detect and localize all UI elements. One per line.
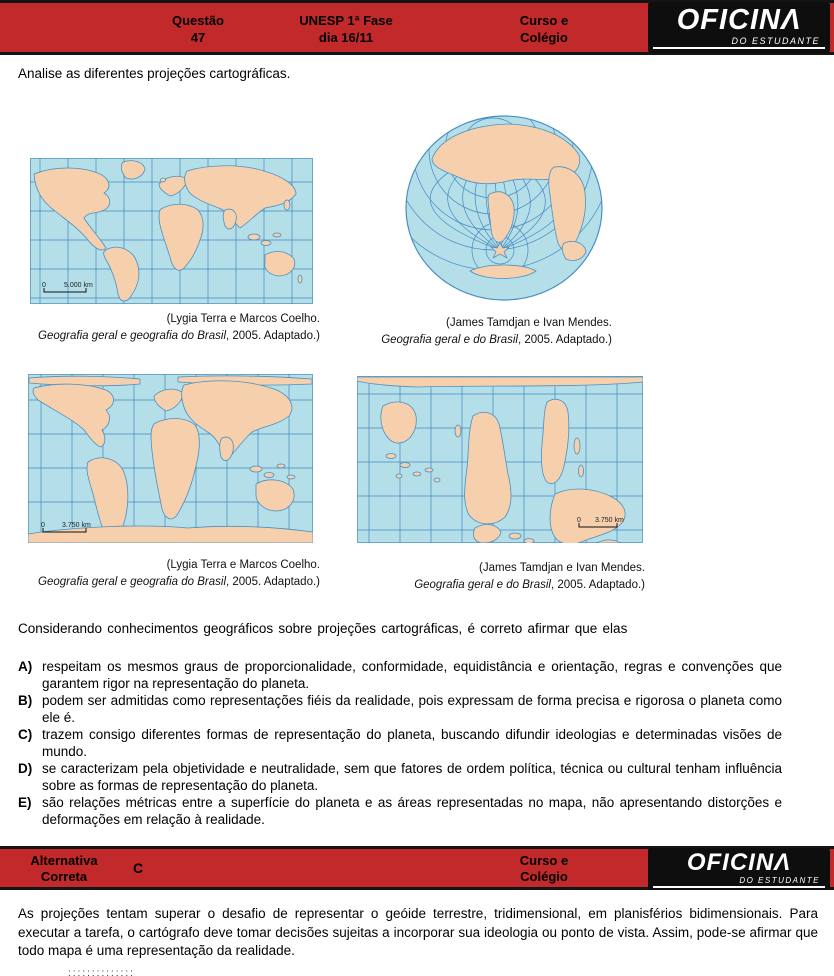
option-a xyxy=(18,658,788,692)
option-b xyxy=(18,692,788,726)
map-inverted xyxy=(357,376,643,543)
question-number-box xyxy=(137,12,259,46)
map-inverted-svg xyxy=(357,376,643,543)
scale-label: 3.750 km xyxy=(595,517,624,524)
logo-wordmark: OFICINΛ xyxy=(686,849,792,876)
question-number: 47 xyxy=(190,30,206,45)
course-box xyxy=(484,12,604,46)
scale-label: 5.000 km xyxy=(64,282,93,289)
answer-label: Correta xyxy=(40,869,88,884)
scale-zero: 0 xyxy=(577,517,581,524)
map-mercator xyxy=(30,158,313,304)
option-text: podem ser admitidas como representações fiéis da realidade, pois expressam de forma precisa e rigorosa o planeta como ele é. xyxy=(42,693,782,725)
map-caption xyxy=(345,560,645,593)
scale-zero: 0 xyxy=(41,522,45,529)
scale-zero: 0 xyxy=(42,282,46,289)
logo-underline xyxy=(653,47,825,49)
intro-text: Analise as diferentes projeções cartográficas. xyxy=(18,66,291,81)
option-e xyxy=(18,794,788,828)
option-letter: B) xyxy=(18,693,33,708)
course-line: Colégio xyxy=(520,30,568,45)
map-peters-svg xyxy=(28,374,313,543)
oficina-logo xyxy=(648,848,830,890)
answer-label: Alternativa xyxy=(30,853,98,868)
logo-wordmark: OFICINΛ xyxy=(676,4,802,36)
map-caption xyxy=(20,557,320,590)
correct-answer-letter: C xyxy=(133,860,144,876)
exam-box xyxy=(266,12,426,46)
option-letter: A) xyxy=(18,659,33,674)
exam-name: UNESP 1ª Fase xyxy=(299,13,393,28)
option-text: respeitam os mesmos graus de proporcionalidade, conformidade, equidistância e orientação, regras e convenções que garantem rigor na representação do planeta. xyxy=(42,659,782,691)
caption-source: Geografia geral e geografia do Brasil, 2005. Adaptado.) xyxy=(38,575,320,588)
option-letter: C) xyxy=(18,727,33,742)
header-bar xyxy=(0,0,834,55)
option-d xyxy=(18,760,788,794)
course-box xyxy=(484,853,604,885)
question-label: Questão xyxy=(171,13,224,28)
option-text: são relações métricas entre a superfície do planeta e as áreas representadas no mapa, não apresentando distorções e deformações em relação à realidade. xyxy=(42,795,782,827)
caption-source: Geografia geral e do Brasil, 2005. Adaptado.) xyxy=(381,333,612,346)
caption-authors: (James Tamdjan e Ivan Mendes. xyxy=(479,562,645,574)
logo-underline xyxy=(653,886,825,888)
caption-source: Geografia geral e geografia do Brasil, 2005. Adaptado.) xyxy=(38,329,320,342)
caption-authors: (James Tamdjan e Ivan Mendes. xyxy=(446,317,612,329)
scale-label: 3.750 km xyxy=(62,522,91,529)
map-caption xyxy=(20,311,320,344)
caption-authors: (Lygia Terra e Marcos Coelho. xyxy=(166,313,320,325)
course-line: Colégio xyxy=(520,869,568,884)
option-c xyxy=(18,726,788,760)
answer-bar xyxy=(0,846,834,890)
footer-dots: :::::::::::::: xyxy=(68,968,135,976)
caption-authors: (Lygia Terra e Marcos Coelho. xyxy=(166,559,320,571)
caption-source: Geografia geral e do Brasil, 2005. Adaptado.) xyxy=(414,578,645,591)
course-line: Curso e xyxy=(519,13,569,28)
option-text: trazem consigo diferentes formas de representação do planeta, buscando difundir ideologias e determinadas visões de mundo. xyxy=(42,727,782,759)
option-letter: D) xyxy=(18,761,33,776)
option-text: se caracterizam pela objetividade e neutralidade, sem que fatores de ordem política, técnica ou cultural tenham influência sobre as formas de representação do planeta. xyxy=(42,761,782,793)
course-line: Curso e xyxy=(519,853,569,868)
logo-tagline: DO ESTUDANTE xyxy=(739,876,820,885)
option-letter: E) xyxy=(18,795,32,810)
logo-tagline: DO ESTUDANTE xyxy=(731,36,820,46)
explanation-text: As projeções tentam superar o desafio de representar o geóide terrestre, tridimensional, em planisférios bidimensionais. Para executar a tarefa, o cartógrafo deve tomar decisões sujeitas a incorporar sua ideologia ou ponto de vista. Assim, pode-se afirmar que todo mapa é uma representação da realidade. xyxy=(18,906,818,958)
oficina-logo xyxy=(648,2,830,53)
map-peters xyxy=(28,374,313,543)
map-azimuthal-svg xyxy=(404,115,604,302)
exam-date: dia 16/11 xyxy=(318,30,374,45)
options-list xyxy=(18,658,788,828)
map-azimuthal xyxy=(404,115,604,302)
map-mercator-svg xyxy=(30,158,313,304)
map-caption xyxy=(312,315,612,348)
correct-alternative-box xyxy=(12,853,116,885)
question-stem: Considerando conhecimentos geográficos sobre projeções cartográficas, é correto afirmar que elas xyxy=(18,621,628,636)
